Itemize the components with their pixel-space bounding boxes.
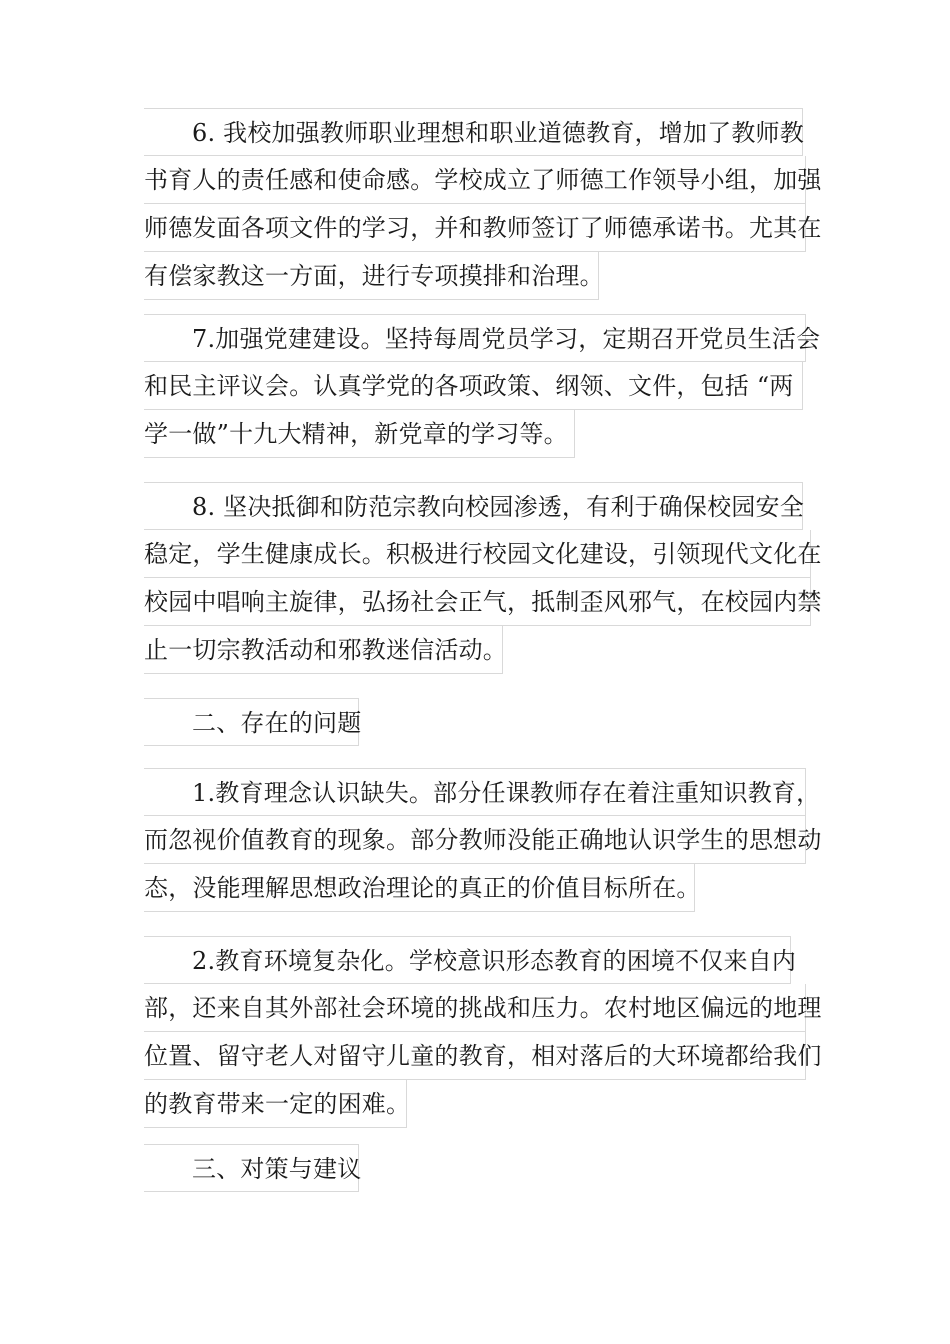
paragraph-problem-1 xyxy=(144,768,822,912)
text-line: 部，还来自其外部社会环境的挑战和压力。农村地区偏远的地理 xyxy=(144,984,806,1032)
section-heading: 二、存在的问题 xyxy=(144,698,359,746)
text-line: 学一做”十九大精神，新党章的学习等。 xyxy=(144,410,575,458)
paragraph-6 xyxy=(144,108,822,300)
text-line: 位置、留守老人对留守儿童的教育，相对落后的大环境都给我们 xyxy=(144,1032,806,1080)
text-line: 8. 坚决抵御和防范宗教向校园渗透，有利于确保校园安全 xyxy=(144,482,803,530)
paragraph-problem-2 xyxy=(144,936,822,1128)
text-line: 2.教育环境复杂化。学校意识形态教育的困境不仅来自内 xyxy=(144,936,791,984)
text-line: 止一切宗教活动和邪教迷信活动。 xyxy=(144,626,503,674)
paragraph-8 xyxy=(144,482,822,674)
text-line: 校园中唱响主旋律，弘扬社会正气，抵制歪风邪气，在校园内禁 xyxy=(144,578,811,626)
text-line: 而忽视价值教育的现象。部分教师没能正确地认识学生的思想动 xyxy=(144,816,806,864)
text-line: 书育人的责任感和使命感。学校成立了师德工作领导小组，加强 xyxy=(144,156,806,204)
section-heading: 三、对策与建议 xyxy=(144,1144,359,1192)
text-line: 有偿家教这一方面，进行专项摸排和治理。 xyxy=(144,252,599,300)
text-line: 师德发面各项文件的学习，并和教师签订了师德承诺书。尤其在 xyxy=(144,204,806,252)
text-line: 7.加强党建建设。坚持每周党员学习，定期召开党员生活会 xyxy=(144,314,806,362)
section-heading-suggestions xyxy=(144,1144,362,1192)
text-line: 的教育带来一定的困难。 xyxy=(144,1080,407,1128)
text-line: 和民主评议会。认真学党的各项政策、纲领、文件，包括 “两 xyxy=(144,362,803,410)
text-line: 态，没能理解思想政治理论的真正的价值目标所在。 xyxy=(144,864,695,912)
text-line: 1.教育理念认识缺失。部分任课教师存在着注重知识教育， xyxy=(144,768,806,816)
paragraph-7 xyxy=(144,314,821,458)
section-heading-problems xyxy=(144,698,362,746)
text-line: 稳定，学生健康成长。积极进行校园文化建设，引领现代文化在 xyxy=(144,530,811,578)
text-line: 6. 我校加强教师职业理想和职业道德教育，增加了教师教 xyxy=(144,108,803,156)
